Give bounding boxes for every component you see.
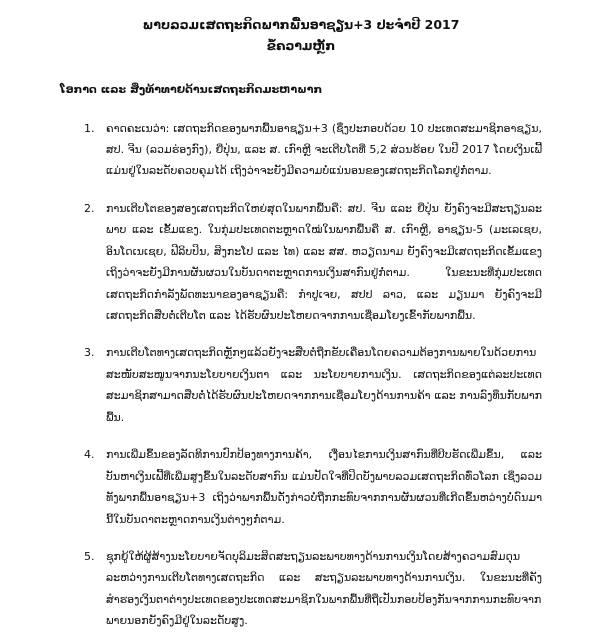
list-item [84,546,542,632]
list-item-number: 5. [84,549,95,563]
document-subtitle: ຂໍ້ຄວາມຫຼັກ [266,38,336,54]
list-item-number: 2. [84,201,95,215]
paragraph-text: ການເຕີບໂຕທາງເສດຖະກິດຫຼັກໆແລ້ວຍັງຈະສືບຕໍ່ຖືກຂັບເຄື່ອນໂດຍຄວາມຕ້ອງການພາຍໃນດ້ວຍການສະໜັບສະໜູນຈາກນະໂຍບາຍເງິນຕາ ແລະ ນະໂຍບາຍການເງິນ. ເສດຖະກິດຂອງແຕ່ລະປະເທດສະມາຊິກສາມາດສືບຕໍ່ໄດ້ຮັບຜົນປະໂຫຍດຈາກການເຊື່ອມໂຍງດ້ານການຄ້າ ແລະ ການລົງທຶນກັບພາກພື້ນ. [106,346,542,424]
paragraph-text: ຊຸກຍູ້ໃຫ້ຜູ້ສ້າງນະໂຍບາຍຈັດບຸລິມະສິດສະຖຽນລະພາບທາງດ້ານການເງິນໂດຍສ້າງຄວາມສົມດຸນລະຫວ່າງການເຕີບໂຕທາງເສດຖະກິດ ແລະ ສະຖຽນລະພາບທາງດ້ານການເງິນ. ໃນຂະນະທີ່ຄັງສຳຮອງເງິນຕາຕ່າງປະເທດຂອງປະເທດສະມາຊິກໃນພາກພື້ນທີ່ຖືເປັນກອບປ້ອງກັນຈາກການກະທົບຈາກພາຍນອກຍັງຄົງມີຢູ່ໃນລະດັບສູງ. [106,549,542,628]
list-item [84,444,542,530]
list-item-number: 1. [84,121,95,135]
list-item [84,198,542,327]
section-heading: ໂອກາດ ແລະ ສິ່ງທ້າທາຍດ້ານເສດຖະກິດມະຫາພາກ [60,82,323,96]
document-title: ພາບລວມເສດຖະກິດພາກພື້ນອາຊຽນ+3 ປະຈຳປີ 2017 [142,17,460,32]
numbered-paragraph-list [60,118,542,632]
paragraph-text: ການເພີ່ມຂຶ້ນຂອງລັດທິການປົກປ້ອງທາງການຄ້າ, ເງື່ອນໄຂການເງິນສາກົນທີ່ບີບຮັດເພີ່ມຂຶ້ນ, ແລະ ບັນຫາເງິນເຟີ້ທີ່ເພີ່ມສູງຂຶ້ນໃນລະດັບສາກົນ ແມ່ນປັດໃຈທີ່ປິດບັງພາບລວມເສດຖະກິດທົ່ວໂລກ ເຊິ່ງລວມທັງພາກພື້ນອາຊຽນ+3 ເຖິງວ່າພາກພື້ນດັ່ງກ່າວບໍ່ຖືກກະທົບຈາກການຜັນຜວນທີ່ເກີດຂຶ້ນຫວ່າງບໍ່ດົນມານີ້ໃນບັນດາຕະຫຼາດການເງິນຕ່າງໆກໍ່ຕາມ. [106,448,542,526]
list-item-number: 3. [84,346,95,360]
paragraph-text: ການເຕີບໂຕຂອງສອງເສດຖະກິດໃຫຍ່ສຸດໃນພາກພື້ນຄື: ສປ. ຈີນ ແລະ ຍີ່ປຸ່ນ ຍັງຄົງຈະມີສະຖຽນລະພາບ ແລະ ເຂັ້ມແຂງ. ໃນກຸ່ມປະເທດຕະຫຼາດໃໝ່ໃນພາກພື້ນຄື ສ. ເກົາຫຼີ, ອາຊຽນ-5 (ມະເລເຊຍ, ອິນໂດເນເຊຍ, ຟີລິບປິນ, ສິງກະໂປ ແລະ ໄທ) ແລະ ສສ. ຫວຽດນາມ ຍັງຄົງຈະມີເສດຖະກິດເຂັ້ມແຂງ ເຖິງວ່າຈະຍັງມີການຜັນຜວນໃນບັນດາຕະຫຼາດການເງິນສາກົນຢູ່ກໍ່ຕາມ. ໃນຂະນະທີ່ກຸ່ມປະເທດເສດຖະກິດກຳລັງພັດທະນາຂອງອາຊຽນຄື: ກຳປູເຈຍ, ສປປ ລາວ, ແລະ ມຽນມາ ຍັງຄົງຈະມີເສດຖະກິດສືບຕໍ່ເຕີບໂຕ ແລະ ໄດ້ຮັບຜົນປະໂຫຍດຈາກການເຊື່ອມໂຍງເຂົ້າກັບພາກພື້ນ. [106,201,542,322]
list-item [84,342,542,428]
list-item [84,118,542,182]
list-item-number: 4. [84,448,95,462]
paragraph-text: ຄາດຄະເນວ່າ: ເສດຖະກິດຂອງພາກພື້ນອາຊຽນ+3 (ຊຶ່ງປະກອບດ້ວຍ 10 ປະເທດສະມາຊິກອາຊຽນ, ສປ. ຈີນ (ລວມຮ່ອງກົງ), ຍີ່ປຸ່ນ, ແລະ ສ. ເກົາຫຼີ ຈະເຕີບໂຕທີ່ 5,2 ສ່ວນຮ້ອຍ ໃນປີ 2017 ໂດຍເງິນເຟີ້ແມ່ນຢູ່ໃນລະດັບຄວບຄຸມໄດ້ ເຖິງວ່າຈະຍັງມີຄວາມບໍ່ແນ່ນອນຂອງເສດຖະກິດໂລກຢູ່ກໍ່ຕາມ. [106,121,542,178]
